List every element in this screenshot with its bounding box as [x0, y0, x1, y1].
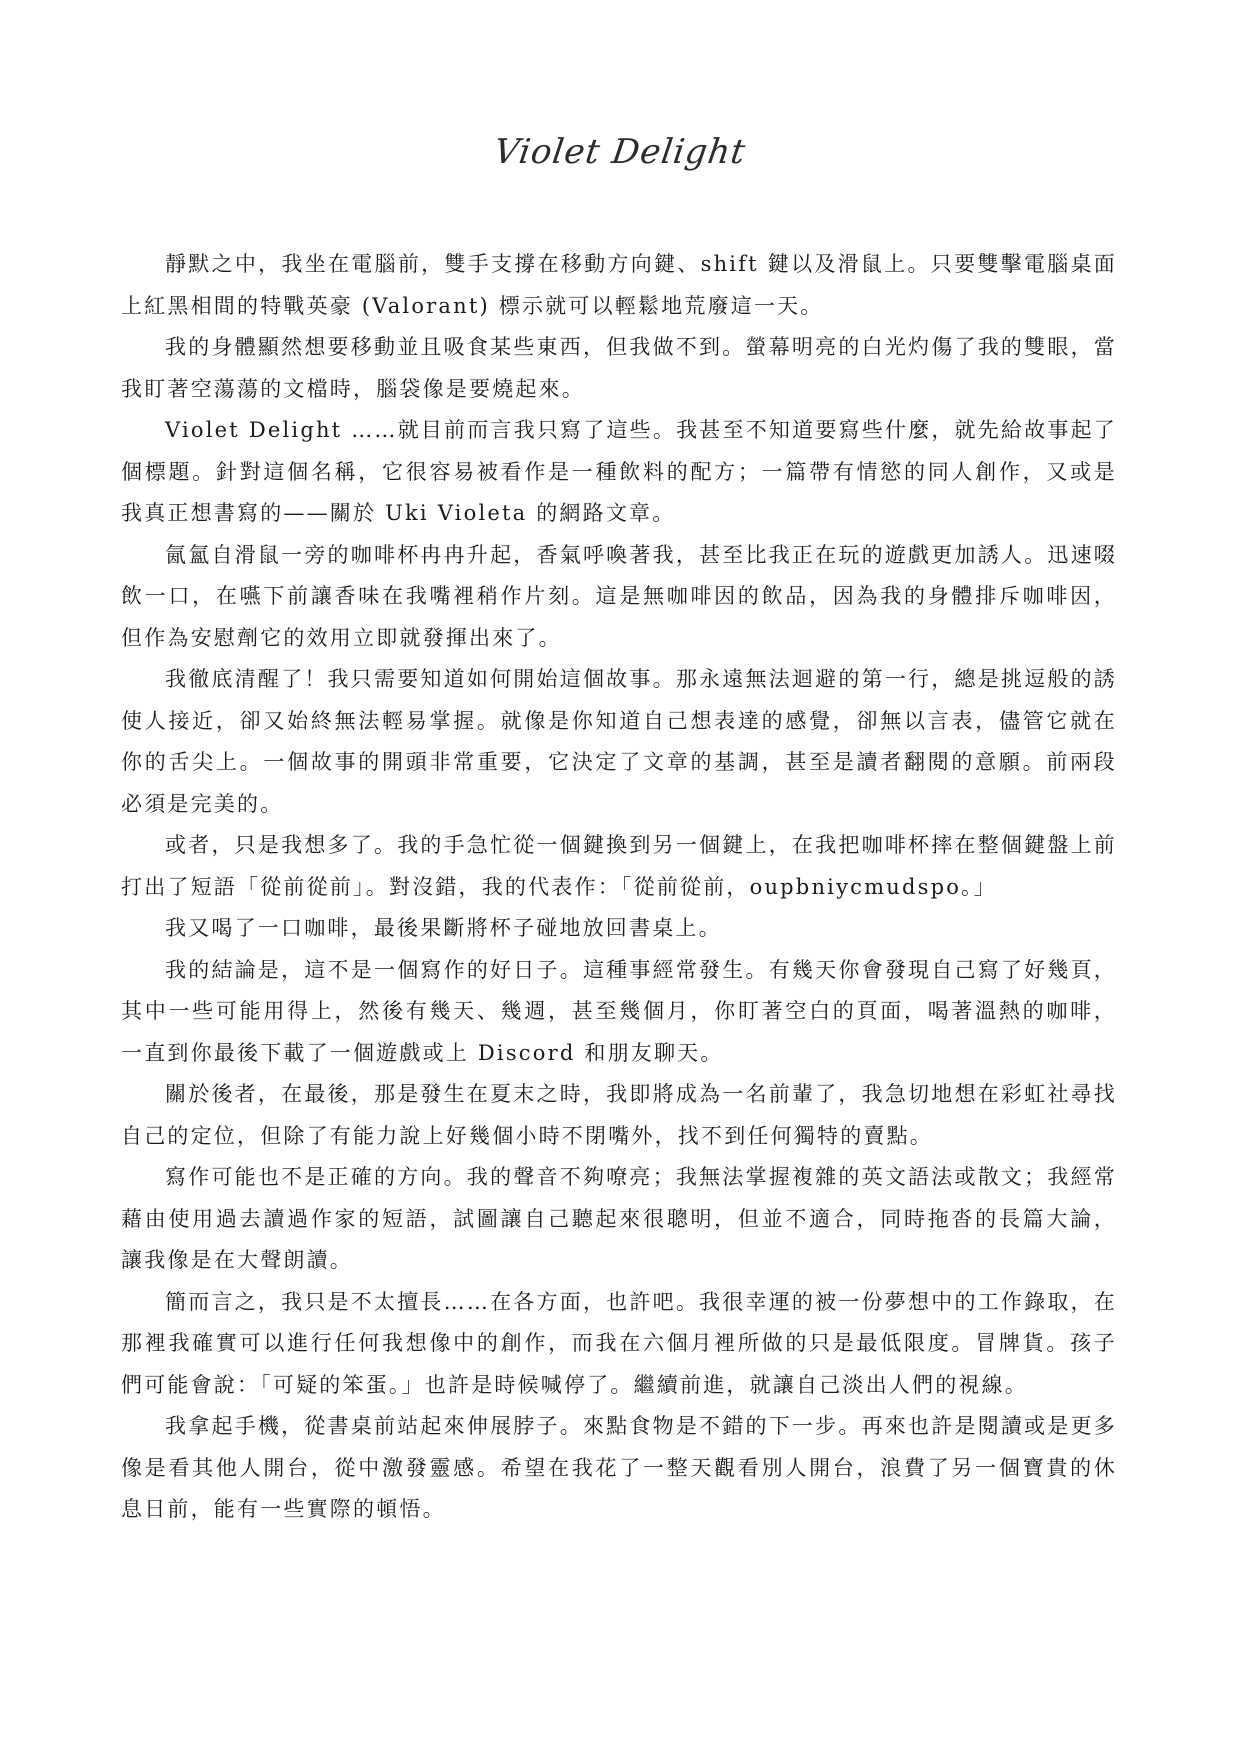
paragraph: 氤氳自滑鼠一旁的咖啡杯冉冉升起，香氣呼喚著我，甚至比我正在玩的遊戲更加誘人。迅速啜飲一口，在嚥下前讓香味在我嘴裡稍作片刻。這是無咖啡因的飲品，因為我的身體排斥咖啡因，但作為安慰劑它的效用立即就發揮出來了。	[121, 542, 1117, 650]
paragraph: 寫作可能也不是正確的方向。我的聲音不夠嘹亮；我無法掌握複雜的英文語法或散文；我經常藉由使用過去讀過作家的短語，試圖讓自己聽起來很聰明，但並不適合，同時拖沓的長篇大論，讓我像是在大聲朗讀。	[121, 1165, 1117, 1272]
paragraph: 靜默之中，我坐在電腦前，雙手支撐在移動方向鍵、shift 鍵以及滑鼠上。只要雙擊電腦桌面上紅黑相間的特戰英豪 (Valorant) 標示就可以輕鬆地荒廢這一天。	[121, 252, 1117, 318]
document-body	[121, 244, 1117, 1531]
paragraph: 關於後者，在最後，那是發生在夏末之時，我即將成為一名前輩了，我急切地想在彩虹社尋找自己的定位，但除了有能力說上好幾個小時不閉嘴外，找不到任何獨特的賣點。	[121, 1082, 1117, 1148]
paragraph: 我的身體顯然想要移動並且吸食某些東西，但我做不到。螢幕明亮的白光灼傷了我的雙眼，當我盯著空蕩蕩的文檔時，腦袋像是要燒起來。	[121, 335, 1117, 401]
document-title: Violet Delight	[491, 132, 749, 172]
paragraph: 我的結論是，這不是一個寫作的好日子。這種事經常發生。有幾天你會發現自己寫了好幾頁，其中一些可能用得上，然後有幾天、幾週，甚至幾個月，你盯著空白的頁面，喝著溫熱的咖啡，一直到你最後下載了一個遊戲或上 Discord 和朋友聊天。	[121, 957, 1117, 1065]
paragraph: 我拿起手機，從書桌前站起來伸展脖子。來點食物是不錯的下一步。再來也許是閱讀或是更多像是看其他人開台，從中激發靈感。希望在我花了一整天觀看別人開台，浪費了另一個寶貴的休息日前，能有一些實際的頓悟。	[121, 1414, 1117, 1521]
paragraph: Violet Delight ……就目前而言我只寫了這些。我甚至不知道要寫些什麼，就先給故事起了個標題。針對這個名稱，它很容易被看作是一種飲料的配方；一篇帶有情慾的同人創作，又或是我真正想書寫的——關於 Uki Violeta 的網路文章。	[121, 418, 1117, 525]
paragraph: 我徹底清醒了！我只需要知道如何開始這個故事。那永遠無法迴避的第一行，總是挑逗般的誘使人接近，卻又始終無法輕易掌握。就像是你知道自己想表達的感覺，卻無以言表，儘管它就在你的舌尖上。一個故事的開頭非常重要，它決定了文章的基調，甚至是讀者翻閱的意願。前兩段必須是完美的。	[121, 667, 1117, 816]
paragraph: 或者，只是我想多了。我的手急忙從一個鍵換到另一個鍵上，在我把咖啡杯摔在整個鍵盤上前打出了短語「從前從前」。對沒錯，我的代表作：「從前從前，oupbniycmudspo。」	[121, 833, 1117, 899]
paragraph: 簡而言之，我只是不太擅長……在各方面，也許吧。我很幸運的被一份夢想中的工作錄取，在那裡我確實可以進行任何我想像中的創作，而我在六個月裡所做的只是最低限度。冒牌貨。孩子們可能會說：「可疑的笨蛋。」也許是時候喊停了。繼續前進，就讓自己淡出人們的視線。	[121, 1289, 1117, 1397]
paragraph: 我又喝了一口咖啡，最後果斷將杯子碰地放回書桌上。	[165, 916, 722, 940]
